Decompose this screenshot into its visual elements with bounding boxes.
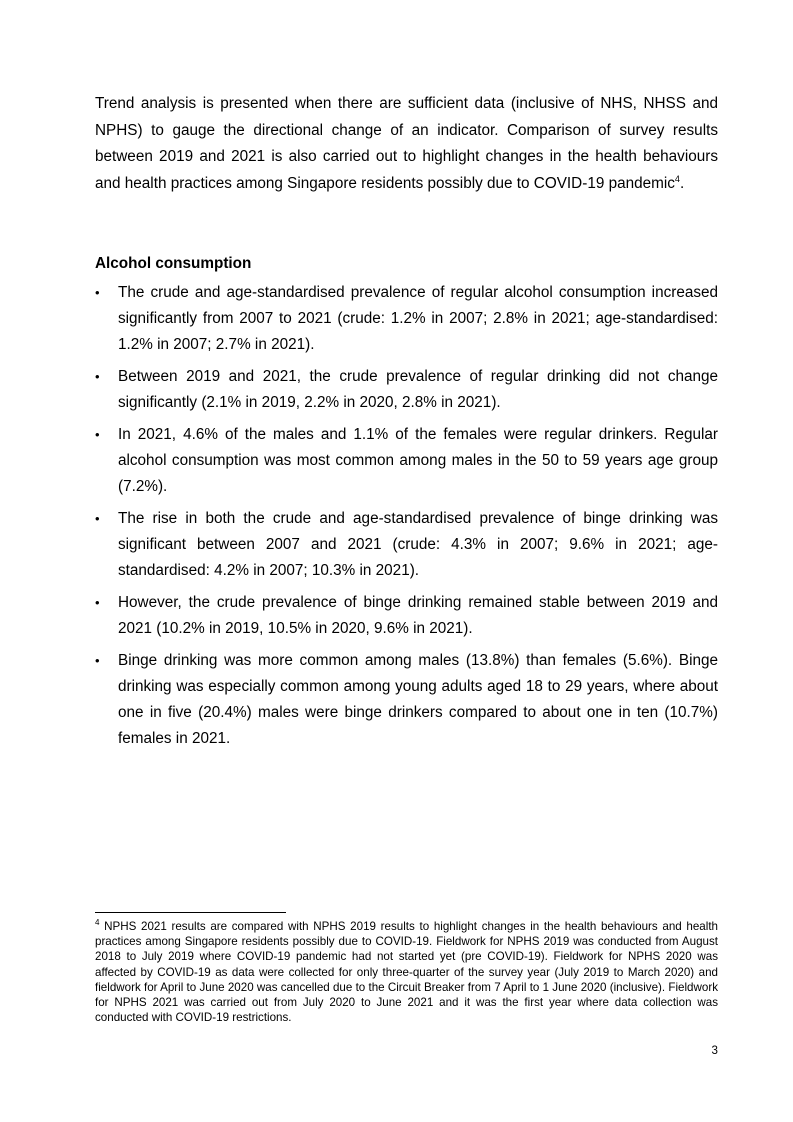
bullet-text: Binge drinking was more common among males (13.8%) than females (5.6%). Binge drinking was especially common among young adults aged 18 to 29 years, where about one in five (20.4%) males were binge drinkers compared to about one in ten (10.7%) females in 2021. (118, 652, 718, 747)
footnote-divider (95, 912, 286, 913)
footnote-text: NPHS 2021 results are compared with NPHS 2019 results to highlight changes in the health behaviours and health practices among Singapore residents possibly due to COVID-19. Fieldwork for NPHS 2019 was conducted from August 2018 to July 2019 where COVID-19 pandemic had not started yet (pre COVID-19). Fieldwork for NPHS 2020 was affected by COVID-19 as data were collected for only three-quarter of the survey year (July 2019 to March 2020) and fieldwork for April to June 2020 was cancelled due to the Circuit Breaker from 7 April to 1 June 2020 (inclusive). Fieldwork for NPHS 2021 was carried out from July 2020 to June 2021 and it was the first year where data collection was conducted with COVID-19 restrictions. (95, 920, 718, 1025)
bullet-text: The rise in both the crude and age-standardised prevalence of binge drinking was significant between 2007 and 2021 (crude: 4.3% in 2007; 9.6% in 2021; age-standardised: 4.2% in 2007; 10.3% in 2021). (118, 510, 718, 579)
footnote-reference[interactable]: 4 (674, 173, 680, 184)
page-number: 3 (711, 1044, 718, 1057)
bullet-icon: • (95, 369, 100, 384)
footnote (95, 919, 718, 1025)
bullet-item (95, 590, 718, 642)
bullet-item (95, 280, 718, 358)
intro-end: . (679, 174, 685, 192)
bullet-text: In 2021, 4.6% of the males and 1.1% of the females were regular drinkers. Regular alcohol consumption was most common among males in the 50 to 59 years age group (7.2%). (118, 426, 718, 495)
bullet-item (95, 648, 718, 752)
bullet-icon: • (95, 285, 100, 300)
bullet-list (95, 280, 718, 758)
footnote-marker: 4 (95, 918, 100, 928)
bullet-text: Between 2019 and 2021, the crude prevalence of regular drinking did not change significantly (2.1% in 2019, 2.2% in 2020, 2.8% in 2021). (118, 368, 718, 411)
bullet-icon: • (95, 595, 100, 610)
bullet-icon: • (95, 511, 100, 526)
bullet-text: The crude and age-standardised prevalence of regular alcohol consumption increased significantly from 2007 to 2021 (crude: 1.2% in 2007; 2.8% in 2021; age-standardised: 1.2% in 2007; 2.7% in 2021). (118, 284, 718, 353)
intro-paragraph (95, 91, 718, 197)
bullet-icon: • (95, 653, 100, 668)
bullet-item (95, 506, 718, 584)
intro-text: Trend analysis is presented when there are sufficient data (inclusive of NHS, NHSS and NPHS) to gauge the directional change of an indicator. Comparison of survey results between 2019 and 2021 is also carried out to highlight changes in the health behaviours and health practices among Singapore residents possibly due to COVID-19 pandemic (95, 95, 718, 192)
bullet-text: However, the crude prevalence of binge drinking remained stable between 2019 and 2021 (10.2% in 2019, 10.5% in 2020, 9.6% in 2021). (118, 594, 718, 637)
bullet-icon: • (95, 427, 100, 442)
section-heading: Alcohol consumption (95, 255, 252, 272)
bullet-item (95, 364, 718, 416)
bullet-item (95, 422, 718, 500)
